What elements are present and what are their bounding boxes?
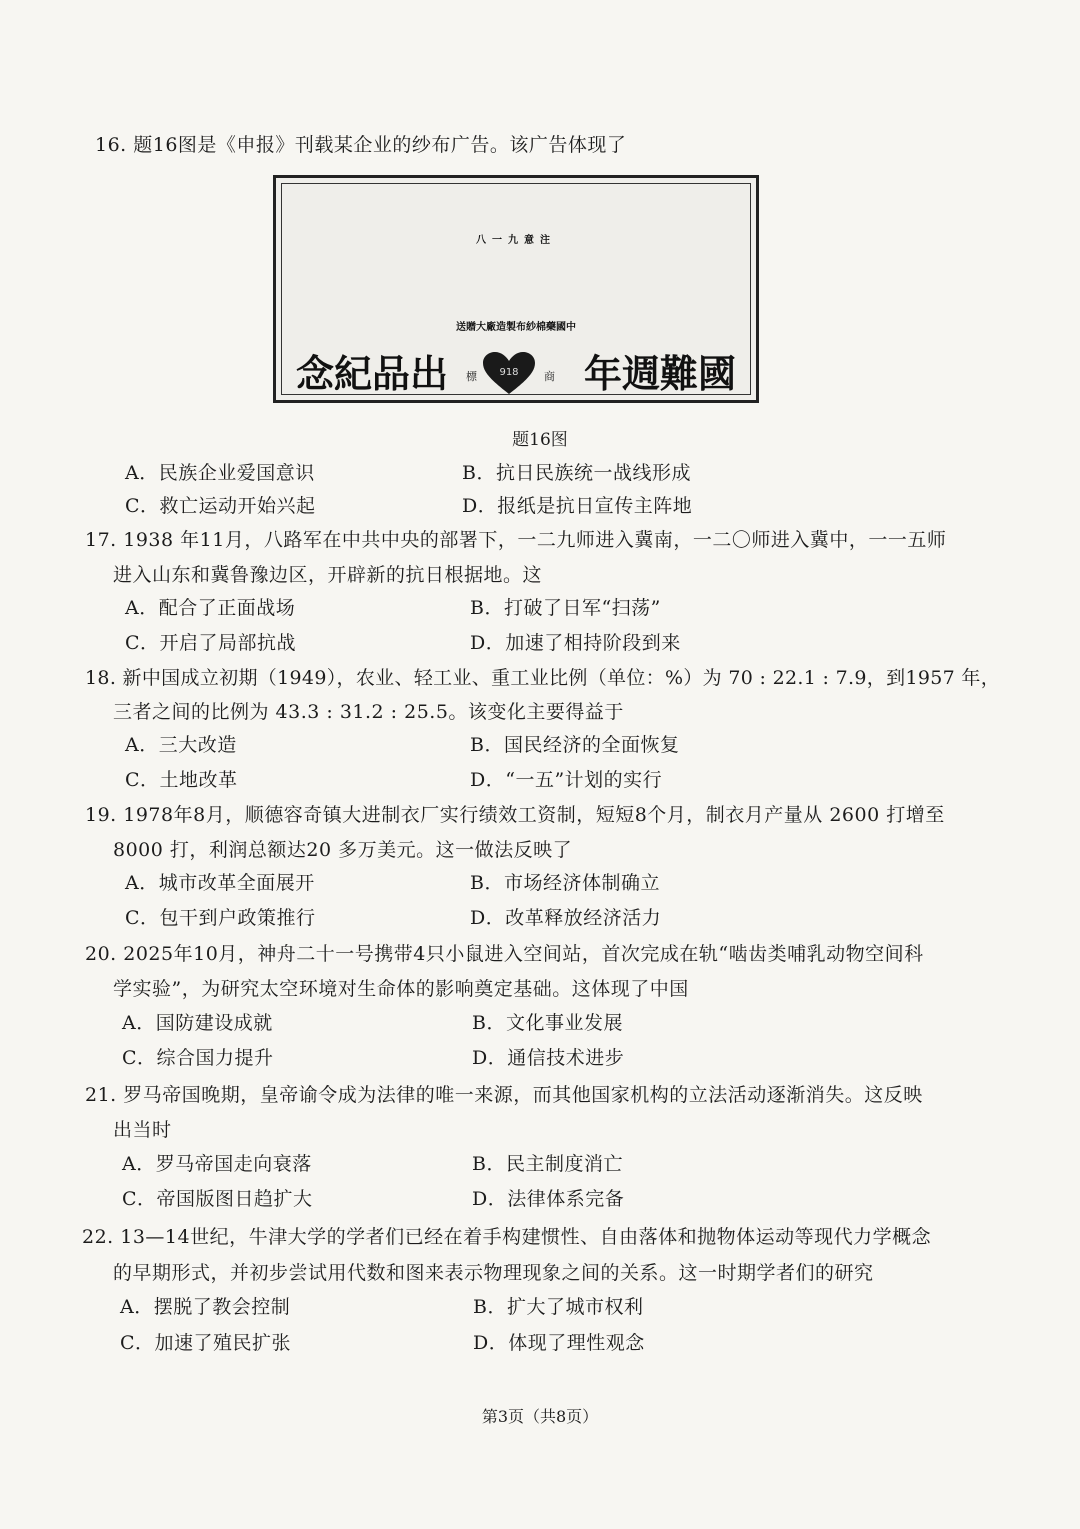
q17-option-d: D．加速了相持阶段到来 [470,632,681,654]
q18-option-a: A．三大改造 [125,734,237,756]
q21-option-c: C．帝国版图日趋扩大 [122,1188,313,1210]
figure-caption: 题16图 [512,430,568,450]
question-16-stem: 16. 题16图是《申报》刊载某企业的纱布广告。该广告体现了 [95,134,627,156]
q17-option-b: B．打破了日军“扫荡” [470,597,661,619]
question-19-stem-line-2: 8000 打，利润总额达20 多万美元。这一做法反映了 [113,839,573,861]
question-20-stem-line-1: 20. 2025年10月，神舟二十一号携带4只小鼠进入空间站，首次完成在轨“啮齿类哺乳动物空间科 [85,943,924,965]
question-19-stem-line-1: 19. 1978年8月，顺德容奇镇大进制衣厂实行绩效工资制，短短8个月，制衣月产量从 2600 打增至 [85,804,945,826]
q16-option-c: C．救亡运动开始兴起 [125,495,316,517]
q22-option-c: C．加速了殖民扩张 [120,1332,292,1354]
q17-option-a: A．配合了正面战场 [125,597,296,619]
q21-option-d: D．法律体系完备 [472,1188,625,1210]
advertisement-line-2: 送贈大廠造製布紗棉藥國中 [456,322,576,333]
q20-option-d: D．通信技术进步 [472,1047,625,1069]
question-22-stem-line-2: 的早期形式，并初步尝试用代数和图来表示物理现象之间的关系。这一时期学者们的研究 [113,1262,874,1284]
q17-option-c: C．开启了局部抗战 [125,632,297,654]
question-22-stem-line-1: 22. 13—14世纪，牛津大学的学者们已经在着手构建惯性、自由落体和抛物体运动等现代力学概念 [82,1226,932,1248]
question-20-stem-line-2: 学实验”，为研究太空环境对生命体的影响奠定基础。这体现了中国 [113,978,689,1000]
question-18-stem-line-1: 18. 新中国成立初期（1949），农业、轻工业、重工业比例（单位：%）为 70 : 22.1 : 7.9，到1957 年， [85,667,1001,689]
q20-option-b: B．文化事业发展 [472,1012,623,1034]
q20-option-a: A．国防建设成就 [122,1012,273,1034]
q19-option-c: C．包干到户政策推行 [125,907,316,929]
q19-option-d: D．改革释放经济活力 [470,907,662,929]
q18-option-d: D．“一五”计划的实行 [470,769,663,791]
q16-option-d: D．报纸是抗日宣传主阵地 [462,495,693,517]
q19-option-a: A．城市改革全面展开 [125,872,315,894]
q22-option-d: D．体现了理性观念 [473,1332,645,1354]
q19-option-b: B．市场经济体制确立 [470,872,660,894]
advertisement-line-3-right: 年週難國 [583,352,736,396]
advertisement-line-3-left: 念紀品出 [296,352,449,396]
heart-trademark-icon [481,350,537,396]
q16-option-b: B．抗日民族统一战线形成 [462,462,691,484]
q21-option-a: A．罗马帝国走向衰落 [122,1153,312,1175]
newspaper-advertisement [273,175,759,403]
advertisement-headline: 八一九意注 [476,235,556,246]
q18-option-c: C．土地改革 [125,769,238,791]
question-17-stem-line-1: 17. 1938 年11月，八路军在中共中央的部署下，一二九师进入冀南，一二〇师进入冀中，一一五师 [85,529,947,551]
q22-option-a: A．摆脱了教会控制 [120,1296,291,1318]
question-17-stem-line-2: 进入山东和冀鲁豫边区，开辟新的抗日根据地。这 [113,564,543,586]
trademark-char-left: 標 [466,370,477,383]
q22-option-b: B．扩大了城市权利 [473,1296,644,1318]
page-number-footer: 第3页（共8页） [481,1407,599,1426]
q21-option-b: B．民主制度消亡 [472,1153,623,1175]
q16-option-a: A．民族企业爱国意识 [125,462,315,484]
question-21-stem-line-2: 出当时 [113,1119,172,1141]
trademark-number: 918 [499,367,519,378]
q18-option-b: B．国民经济的全面恢复 [470,734,680,756]
question-21-stem-line-1: 21. 罗马帝国晚期，皇帝谕令成为法律的唯一来源，而其他国家机构的立法活动逐渐消失。这反映 [85,1084,923,1106]
q20-option-c: C．综合国力提升 [122,1047,274,1069]
trademark-char-right: 商 [544,370,555,383]
question-18-stem-line-2: 三者之间的比例为 43.3 : 31.2 : 25.5。该变化主要得益于 [113,701,624,723]
